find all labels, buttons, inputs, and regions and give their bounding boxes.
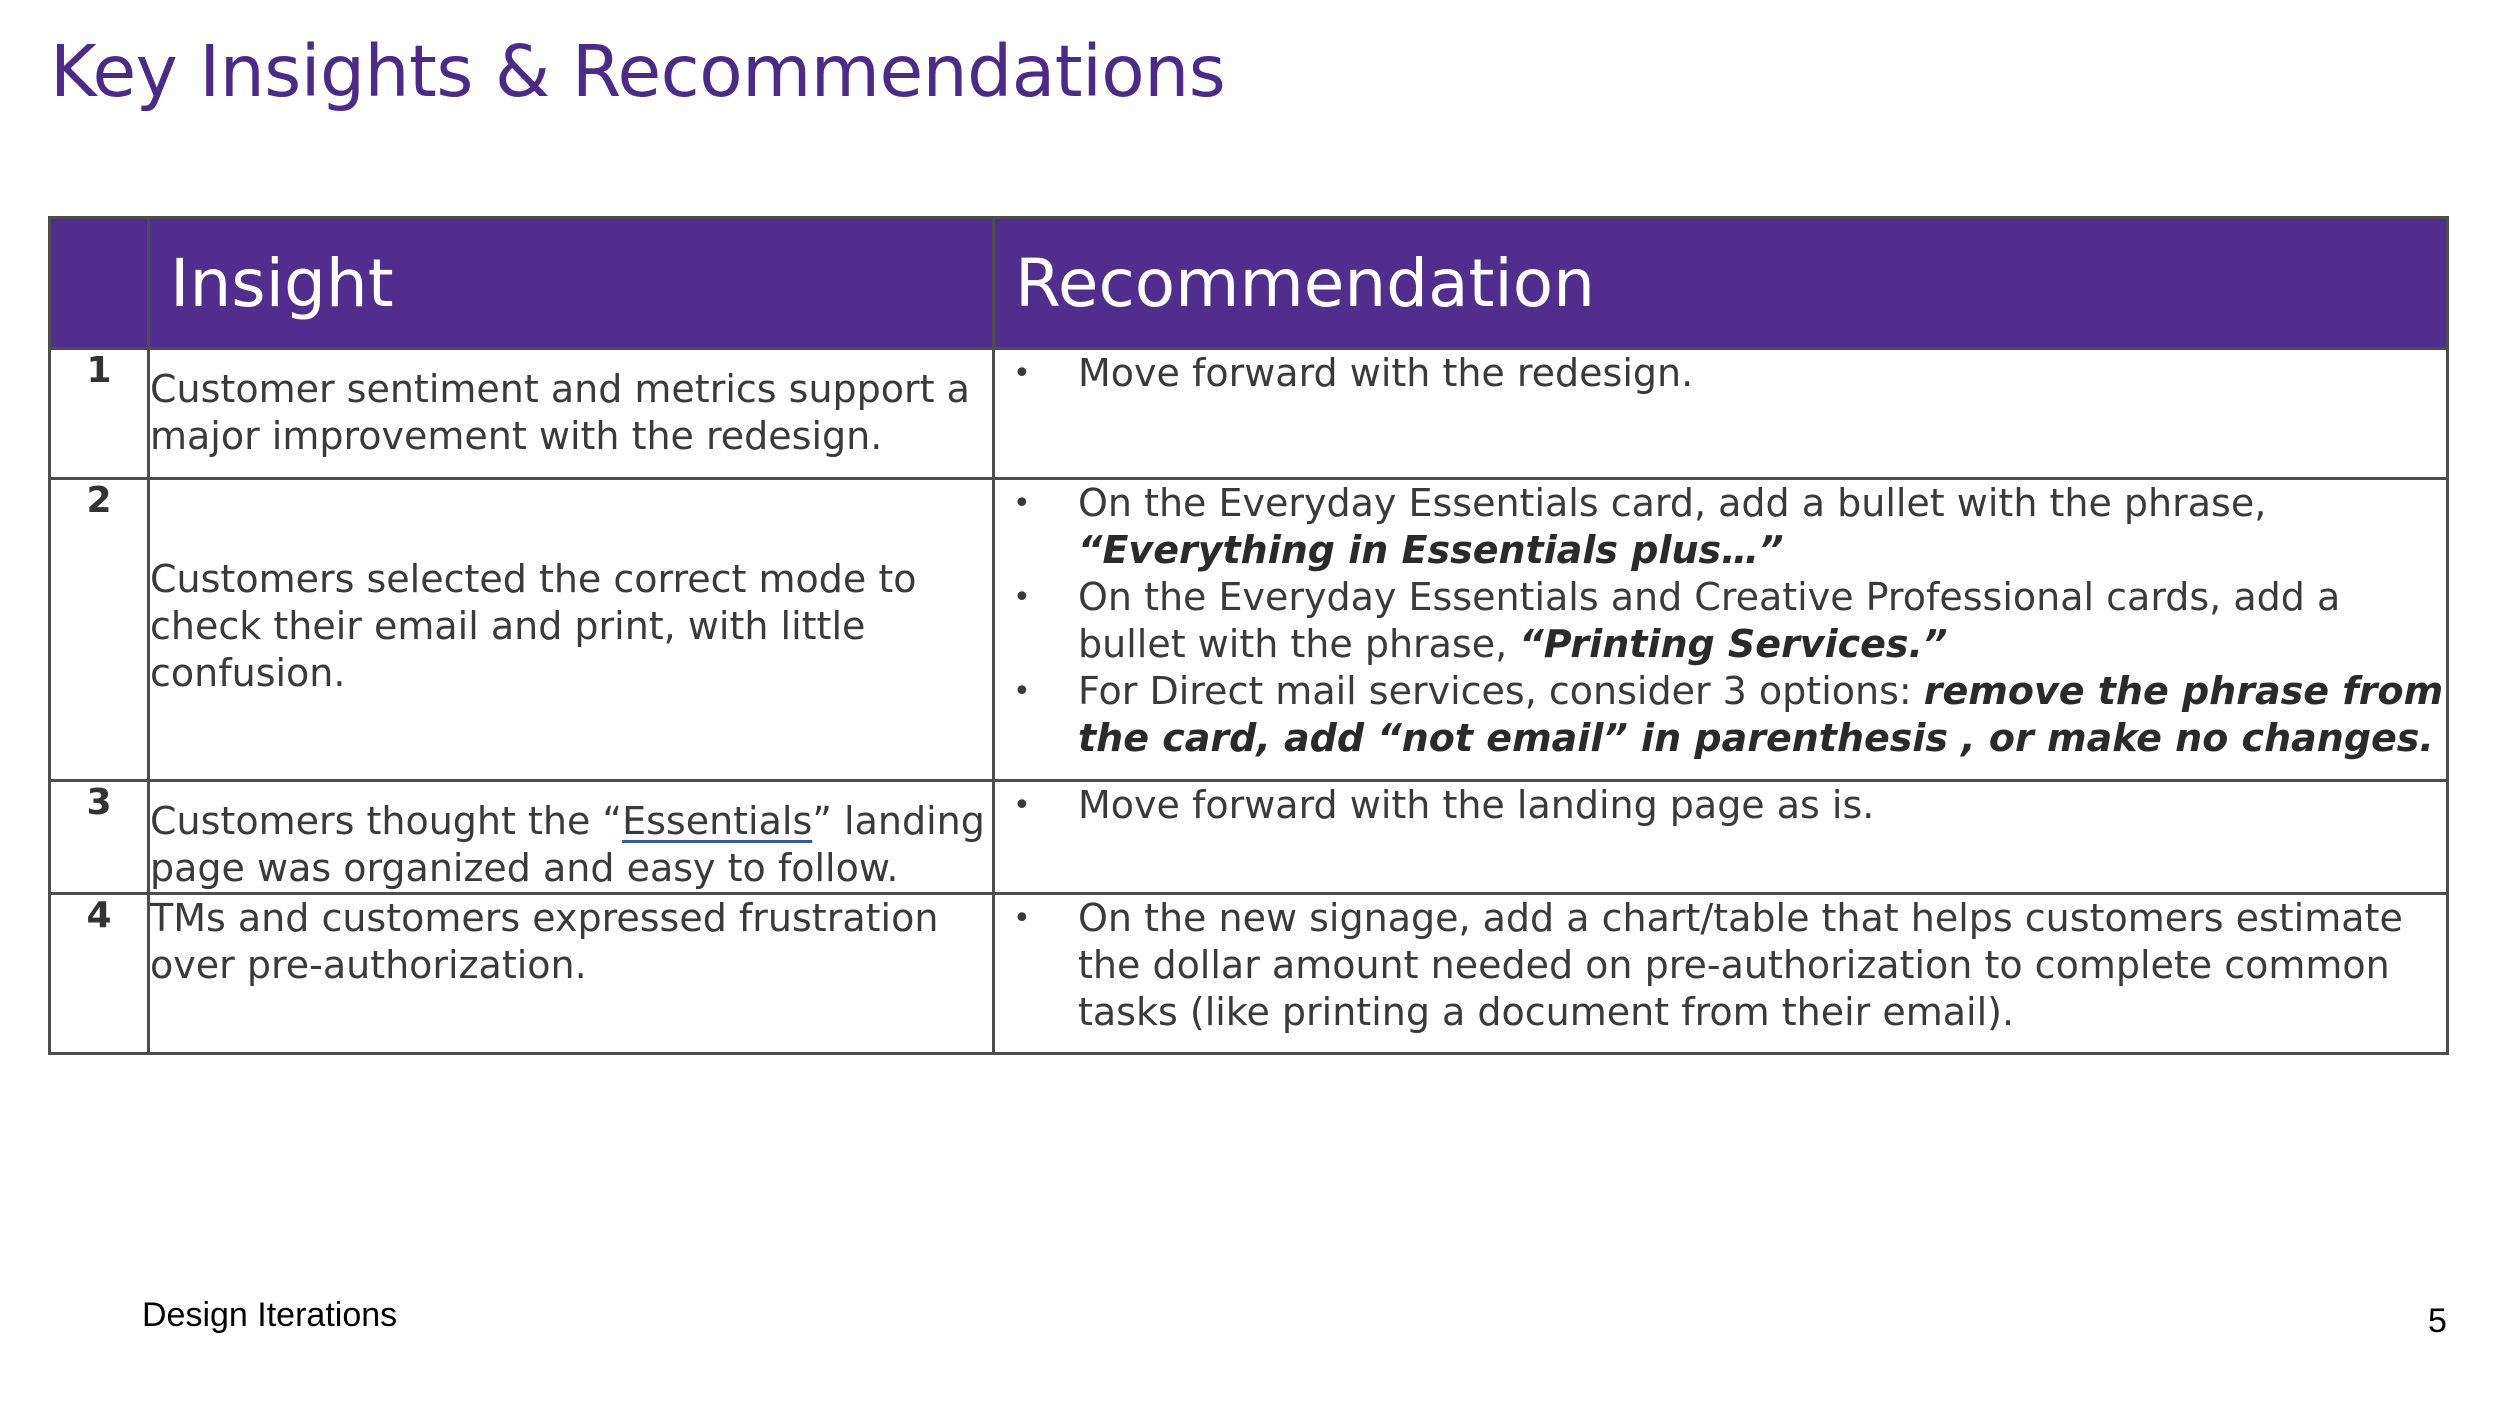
essentials-link[interactable]: Essentials: [622, 799, 813, 843]
recommendation-cell: [994, 479, 2448, 781]
footer-label: Design Iterations: [142, 1296, 398, 1334]
insights-table: [48, 216, 2449, 1055]
recommendation-cell: [994, 894, 2448, 1054]
bullet-icon: •: [1013, 356, 1031, 391]
recommendation-list: [995, 480, 2446, 762]
table-row: [50, 349, 2448, 479]
bullet-icon: •: [1013, 788, 1031, 823]
recommendation-cell: [994, 349, 2448, 479]
insight-cell: Customers selected the correct mode to check their email and print, with little confusion.: [149, 479, 994, 781]
recommendation-cell: [994, 781, 2448, 894]
recommendation-item: [995, 574, 2446, 668]
bullet-icon: •: [1013, 674, 1031, 709]
recommendation-text: For Direct mail services, consider 3 options:: [1078, 669, 1924, 713]
insight-cell: TMs and customers expressed frustration over pre-authorization.: [149, 894, 994, 1054]
insight-text: Customers thought the “: [150, 799, 623, 843]
bullet-icon: •: [1013, 901, 1031, 936]
recommendation-emphasis: “Everything in Essentials plus…”: [1078, 528, 1784, 572]
bullet-icon: •: [1013, 580, 1031, 615]
insight-column-header: Insight: [149, 218, 994, 349]
recommendation-list: [995, 782, 2446, 829]
recommendation-list: [995, 895, 2446, 1036]
table-row: [50, 781, 2448, 894]
row-number: 1: [50, 349, 149, 479]
recommendation-item: [995, 668, 2446, 762]
table-row: [50, 894, 2448, 1054]
recommendation-text: Move forward with the landing page as is.: [1078, 783, 1875, 827]
row-number: 4: [50, 894, 149, 1054]
row-number: 3: [50, 781, 149, 894]
recommendation-text: On the new signage, add a chart/table that helps customers estimate the dollar amount needed on pre-authorization to complete common tasks (like printing a document from their email).: [1078, 896, 2403, 1034]
slide-title: Key Insights & Recommendations: [50, 30, 1226, 113]
recommendation-item: [995, 782, 2446, 829]
recommendation-emphasis: “Printing Services.”: [1519, 622, 1948, 666]
recommendation-column-header: Recommendation: [994, 218, 2448, 349]
recommendation-text: On the Everyday Essentials and Creative Professional cards, add a bullet with the phrase,: [1078, 575, 2341, 666]
table-row: [50, 479, 2448, 781]
recommendation-text: Move forward with the redesign.: [1078, 351, 1694, 395]
recommendation-text: On the Everyday Essentials card, add a bullet with the phrase,: [1078, 481, 2267, 525]
number-column-header: [50, 218, 149, 349]
recommendation-item: [995, 350, 2446, 397]
recommendation-list: [995, 350, 2446, 397]
row-number: 2: [50, 479, 149, 781]
insight-cell: [149, 781, 994, 894]
recommendation-item: [995, 480, 2446, 574]
table-header-row: [50, 218, 2448, 349]
recommendation-emphasis: remove the phrase from the card, add “not email” in parenthesis , or make no changes.: [1078, 669, 2444, 760]
page-number: 5: [2428, 1302, 2447, 1340]
recommendation-item: [995, 895, 2446, 1036]
insight-text: ” landing page was organized and easy to follow.: [150, 799, 985, 890]
bullet-icon: •: [1013, 486, 1031, 521]
insight-cell: Customer sentiment and metrics support a major improvement with the redesign.: [149, 349, 994, 479]
